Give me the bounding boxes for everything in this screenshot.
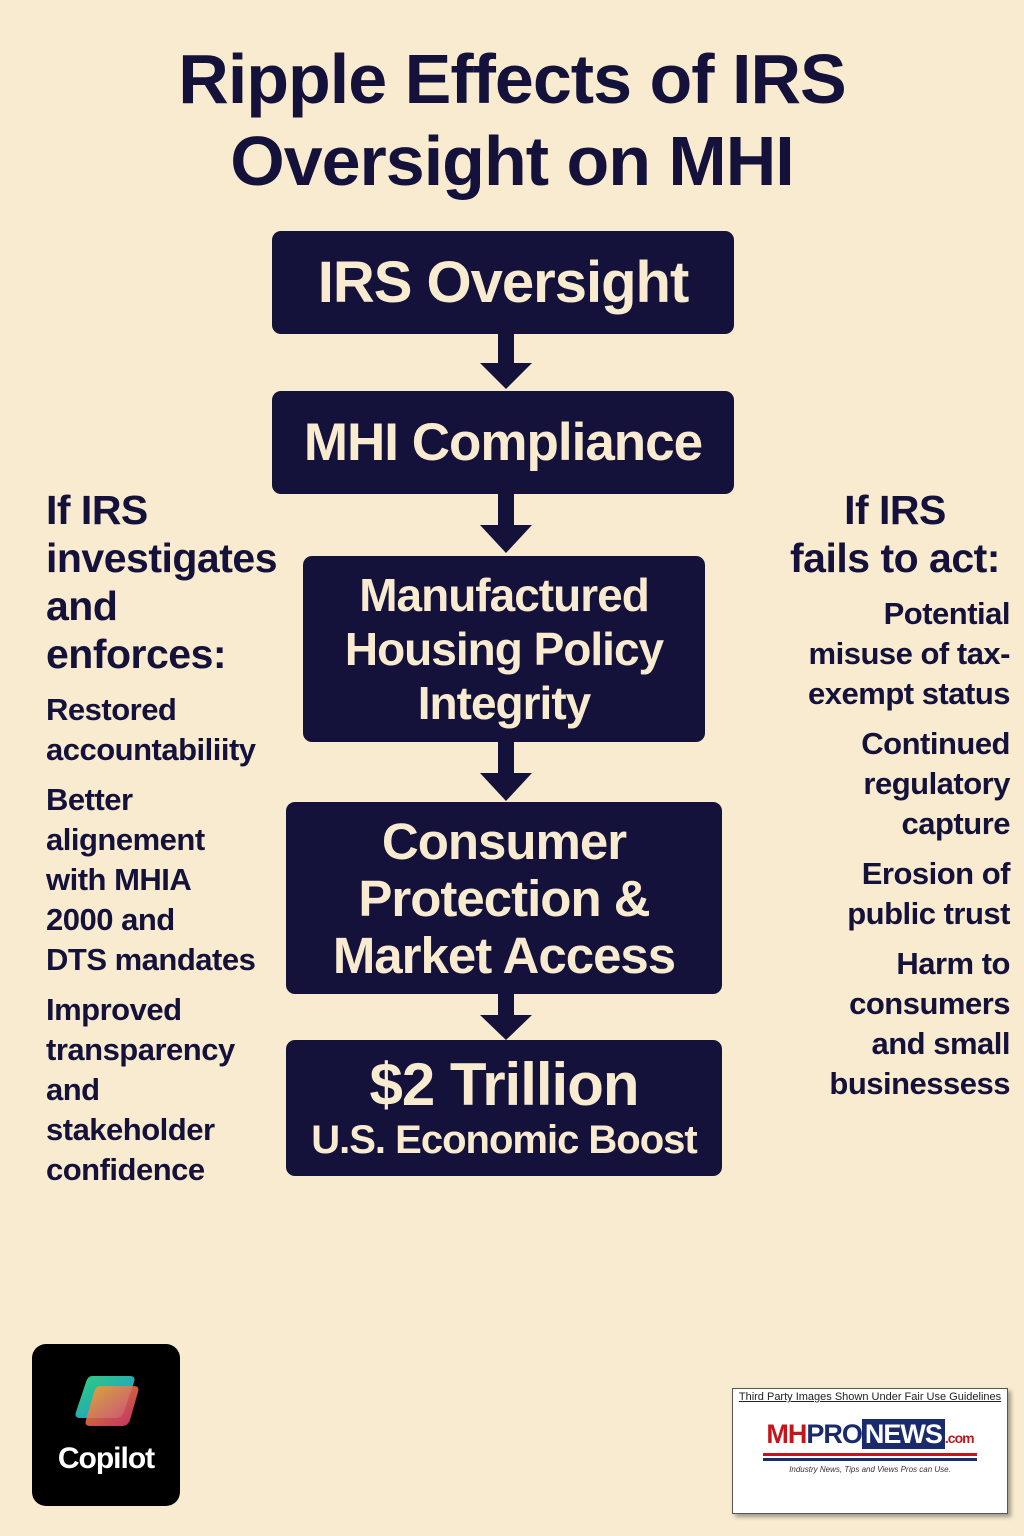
box-line: Integrity — [417, 677, 591, 729]
logo-blue-line — [763, 1458, 977, 1461]
right-item — [780, 854, 1010, 934]
fair-use-disclaimer: Third Party Images Shown Under Fair Use Guidelines — [738, 1391, 1002, 1403]
logo-com: .com — [944, 1430, 974, 1446]
item-line: Continued — [861, 726, 1010, 761]
arrow-down-icon — [476, 333, 536, 391]
copilot-badge — [32, 1344, 180, 1506]
right-heading — [780, 486, 1010, 582]
item-line: alignement — [46, 822, 205, 857]
item-line: and small — [871, 1026, 1010, 1061]
item-line: 2000 and — [46, 902, 175, 937]
box-irs-oversight — [272, 231, 734, 334]
right-column-fails — [780, 486, 1010, 1114]
box-economic-boost — [286, 1040, 722, 1176]
item-line: Restored — [46, 692, 177, 727]
item-line: Harm to — [896, 946, 1010, 981]
box-line: Protection & — [358, 869, 650, 927]
left-column-enforces — [46, 486, 286, 1200]
item-line: capture — [901, 806, 1010, 841]
item-line: regulatory — [863, 766, 1010, 801]
title-line-2: Oversight on MHI — [230, 122, 794, 200]
left-heading — [46, 486, 286, 678]
box-policy-integrity — [303, 556, 705, 742]
item-line: Erosion of — [861, 856, 1010, 891]
box-line: $2 Trillion — [369, 1051, 639, 1118]
item-line: and — [46, 1072, 100, 1107]
right-item — [780, 724, 1010, 844]
item-line: DTS mandates — [46, 942, 256, 977]
heading-line: If IRS — [46, 487, 148, 533]
title-line-1: Ripple Effects of IRS — [178, 40, 846, 118]
arrow-down-icon — [476, 741, 536, 802]
item-line: accountabiliity — [46, 732, 256, 767]
box-consumer-protection — [286, 802, 722, 994]
left-item — [46, 690, 286, 770]
arrow-down-icon — [476, 993, 536, 1041]
logo-mh: MH — [766, 1419, 807, 1449]
item-line: with MHIA — [46, 862, 192, 897]
item-line: stakeholder — [46, 1112, 215, 1147]
box-line: U.S. Economic Boost — [311, 1118, 697, 1162]
box-line: IRS Oversight — [317, 249, 689, 315]
heading-line: and — [46, 583, 118, 629]
item-line: transparency — [46, 1032, 235, 1067]
left-item — [46, 990, 286, 1190]
item-line: Potential — [883, 596, 1010, 631]
box-line: Consumer — [381, 812, 627, 870]
mhpronews-logo — [733, 1419, 1007, 1450]
item-line: Better — [46, 782, 133, 817]
item-line: consumers — [849, 986, 1010, 1021]
logo-news: NEWS — [862, 1419, 945, 1449]
copilot-logo-icon — [72, 1372, 140, 1430]
page-title — [0, 38, 1024, 202]
right-item — [780, 594, 1010, 714]
right-item — [780, 944, 1010, 1104]
heading-line: fails to act: — [790, 535, 1000, 581]
item-line: public trust — [847, 896, 1010, 931]
box-mhi-compliance — [272, 391, 734, 494]
copilot-label: Copilot — [57, 1442, 155, 1475]
left-item — [46, 780, 286, 980]
box-line: MHI Compliance — [303, 412, 703, 472]
mhpronews-tagline: Industry News, Tips and Views Pros can Use. — [789, 1465, 951, 1474]
box-line: Market Access — [332, 926, 676, 984]
heading-line: If IRS — [844, 487, 946, 533]
item-line: exempt status — [808, 676, 1010, 711]
item-line: confidence — [46, 1152, 205, 1187]
logo-pro: PRO — [806, 1419, 862, 1449]
mhpronews-badge — [732, 1388, 1008, 1514]
item-line: misuse of tax- — [808, 636, 1010, 671]
heading-line: enforces: — [46, 631, 227, 677]
box-line: Manufactured — [359, 569, 649, 621]
item-line: Improved — [46, 992, 182, 1027]
arrow-down-icon — [476, 493, 536, 555]
box-line: Housing Policy — [344, 623, 664, 675]
heading-line: investigates — [46, 535, 277, 581]
item-line: businessess — [829, 1066, 1010, 1101]
logo-red-line — [763, 1453, 977, 1456]
